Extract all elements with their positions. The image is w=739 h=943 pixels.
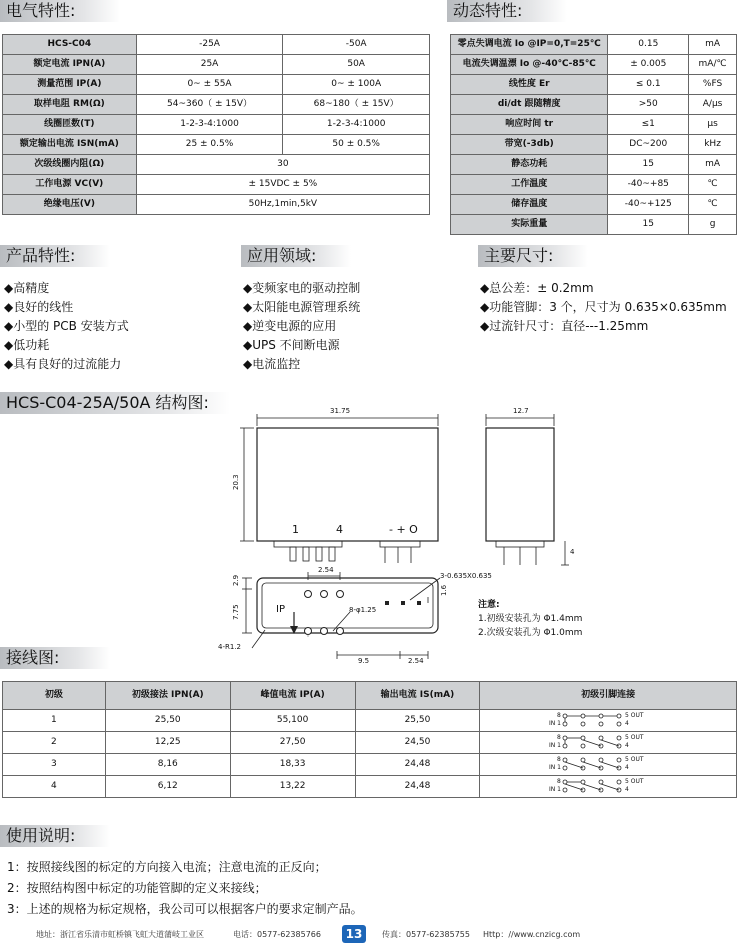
electrical-label: 线圈匝数(T) bbox=[3, 115, 137, 135]
wiring-cell: 2 bbox=[3, 732, 106, 754]
pin-label-in1: IN 1 bbox=[549, 764, 561, 771]
wiring-cell: 24,48 bbox=[355, 754, 480, 776]
dynamic-value: 15 bbox=[608, 215, 689, 235]
footer-website: Http：//www.cnzicg.com bbox=[483, 930, 581, 939]
dim-2-54-bottom: 2.54 bbox=[408, 657, 424, 665]
electrical-value: 68~180（ ± 15V） bbox=[283, 95, 430, 115]
note-item: 2.次级安装孔为 Φ1.0mm bbox=[478, 628, 583, 638]
dynamic-label: di/dt 跟随精度 bbox=[451, 95, 608, 115]
wiring-cell: 12,25 bbox=[105, 732, 230, 754]
dim-height-front: 20.3 bbox=[232, 474, 240, 490]
dynamic-unit: mA bbox=[689, 155, 737, 175]
dynamic-unit: ℃ bbox=[689, 175, 737, 195]
drawing-notes bbox=[478, 598, 582, 640]
dynamic-value: ≤1 bbox=[608, 115, 689, 135]
usage-notes bbox=[7, 857, 363, 920]
electrical-header-model: HCS-C04 bbox=[3, 35, 137, 55]
wiring-header: 初级引脚连接 bbox=[480, 682, 737, 710]
dynamic-label: 实际重量 bbox=[451, 215, 608, 235]
ip-direction-label: IP bbox=[276, 604, 285, 615]
notes-title: 注意: bbox=[478, 600, 500, 610]
footer-address: 地址：浙江省乐清市虹桥镇飞虹大道蒲岐工业区 bbox=[36, 930, 204, 939]
pin-label-5out: 5 OUT bbox=[625, 778, 644, 785]
electrical-header-25a: -25A bbox=[136, 35, 283, 55]
pin-label-4: 4 bbox=[625, 720, 629, 727]
dynamic-label: 带宽(-3db) bbox=[451, 135, 608, 155]
dynamic-section-title: 动态特性: bbox=[447, 0, 567, 22]
dim-pitch-top: 2.54 bbox=[318, 566, 334, 574]
dynamic-unit: %FS bbox=[689, 75, 737, 95]
electrical-label: 工作电源 VC(V) bbox=[3, 175, 137, 195]
wiring-cell: 13,22 bbox=[230, 776, 355, 798]
list-item: ◆总公差：± 0.2mm bbox=[480, 281, 594, 295]
pin-label-4: 4 bbox=[336, 523, 343, 536]
footer-fax: 传真：0577-62385755 bbox=[382, 930, 470, 939]
electrical-value: 50Hz,1min,5kV bbox=[136, 195, 429, 215]
wiring-header: 峰值电流 IP(A) bbox=[230, 682, 355, 710]
dynamic-unit: g bbox=[689, 215, 737, 235]
dim-pin-length: 4 bbox=[570, 548, 575, 556]
dynamic-value: -40~+85 bbox=[608, 175, 689, 195]
footer-phone: 电话：0577-62385766 bbox=[233, 930, 321, 939]
electrical-label: 次级线圈内阻(Ω) bbox=[3, 155, 137, 175]
pin-label-5out: 5 OUT bbox=[625, 734, 644, 741]
electrical-label: 额定电流 IPN(A) bbox=[3, 55, 137, 75]
pin-label-8: 8 bbox=[557, 778, 561, 785]
dim-7-75: 7.75 bbox=[232, 604, 240, 620]
wiring-cell: 1 bbox=[3, 710, 106, 732]
electrical-value: ± 15VDC ± 5% bbox=[136, 175, 429, 195]
dim-1-6: 1.6 bbox=[440, 584, 448, 596]
list-item: ◆良好的线性 bbox=[4, 300, 74, 314]
dim-9-5: 9.5 bbox=[358, 657, 370, 665]
electrical-label: 测量范围 IP(A) bbox=[3, 75, 137, 95]
dynamic-table bbox=[450, 34, 737, 235]
pin-label-5out: 5 OUT bbox=[625, 712, 644, 719]
dynamic-unit: mA bbox=[689, 35, 737, 55]
electrical-table bbox=[2, 34, 430, 215]
dim-width-top: 31.75 bbox=[330, 407, 351, 415]
dynamic-label: 零点失调电流 Io @IP=0,T=25℃ bbox=[451, 35, 608, 55]
application-section-title: 应用领域: bbox=[241, 245, 351, 267]
dynamic-label: 静态功耗 bbox=[451, 155, 608, 175]
pin-label-power: - + O bbox=[389, 523, 418, 536]
dynamic-value: 0.15 bbox=[608, 35, 689, 55]
pin-label-5out: 5 OUT bbox=[625, 756, 644, 763]
list-item: ◆太阳能电源管理系统 bbox=[243, 300, 361, 314]
dynamic-label: 响应时间 tr bbox=[451, 115, 608, 135]
pin-label-1: 1 bbox=[292, 523, 299, 536]
wiring-cell: 4 bbox=[3, 776, 106, 798]
dimensions-list bbox=[480, 279, 727, 336]
wiring-cell: 8,16 bbox=[105, 754, 230, 776]
list-item: ◆变频家电的驱动控制 bbox=[243, 281, 361, 295]
dynamic-value: 15 bbox=[608, 155, 689, 175]
electrical-value: 54~360（ ± 15V） bbox=[136, 95, 283, 115]
wiring-header: 输出电流 IS(mA) bbox=[355, 682, 480, 710]
list-item: 1：按照接线图的标定的方向接入电流；注意电流的正反向； bbox=[7, 860, 327, 874]
pin-label-in1: IN 1 bbox=[549, 720, 561, 727]
electrical-label: 取样电阻 RM(Ω) bbox=[3, 95, 137, 115]
list-item: 2：按照结构图中标定的功能管脚的定义来接线； bbox=[7, 881, 267, 895]
wiring-header: 初级 bbox=[3, 682, 106, 710]
list-item: ◆UPS 不间断电源 bbox=[243, 338, 340, 352]
electrical-value: 30 bbox=[136, 155, 429, 175]
dynamic-value: >50 bbox=[608, 95, 689, 115]
dimensions-section-title: 主要尺寸: bbox=[478, 245, 588, 267]
pin-label-4: 4 bbox=[625, 764, 629, 771]
electrical-label: 额定输出电流 ISN(mA) bbox=[3, 135, 137, 155]
wiring-cell: 25,50 bbox=[105, 710, 230, 732]
dim-width-side: 12.7 bbox=[513, 407, 529, 415]
structure-drawing bbox=[0, 400, 739, 665]
wiring-section-title: 接线图: bbox=[0, 647, 110, 669]
electrical-value: 25A bbox=[136, 55, 283, 75]
dynamic-label: 线性度 Er bbox=[451, 75, 608, 95]
pin-label-4: 4 bbox=[625, 786, 629, 793]
list-item: ◆电流监控 bbox=[243, 357, 301, 371]
wiring-cell: 55,100 bbox=[230, 710, 355, 732]
wiring-cell: 24,48 bbox=[355, 776, 480, 798]
hole-note: 8-φ1.25 bbox=[349, 606, 377, 614]
electrical-value: 0~ ± 100A bbox=[283, 75, 430, 95]
pin-label-in1: IN 1 bbox=[549, 786, 561, 793]
electrical-section-title: 电气特性: bbox=[0, 0, 120, 22]
pin-label-4: 4 bbox=[625, 742, 629, 749]
electrical-header-50a: -50A bbox=[283, 35, 430, 55]
list-item: ◆功能管脚：3 个，尺寸为 0.635×0.635mm bbox=[480, 300, 727, 314]
pin-size-note: 3-0.635X0.635 bbox=[440, 572, 492, 580]
electrical-value: 25 ± 0.5% bbox=[136, 135, 283, 155]
dynamic-value: ≤ 0.1 bbox=[608, 75, 689, 95]
pin-label-8: 8 bbox=[557, 756, 561, 763]
usage-section-title: 使用说明: bbox=[0, 825, 110, 847]
wiring-cell: 6,12 bbox=[105, 776, 230, 798]
electrical-value: 50A bbox=[283, 55, 430, 75]
wiring-cell: 3 bbox=[3, 754, 106, 776]
pin-label-8: 8 bbox=[557, 734, 561, 741]
dynamic-label: 储存温度 bbox=[451, 195, 608, 215]
dynamic-unit: A/μs bbox=[689, 95, 737, 115]
dynamic-label: 电流失调温漂 Io @-40℃-85℃ bbox=[451, 55, 608, 75]
dynamic-unit: μs bbox=[689, 115, 737, 135]
electrical-label: 绝缘电压(V) bbox=[3, 195, 137, 215]
wiring-cell: 25,50 bbox=[355, 710, 480, 732]
applications-list bbox=[243, 279, 360, 374]
dynamic-unit: ℃ bbox=[689, 195, 737, 215]
wiring-cell: 18,33 bbox=[230, 754, 355, 776]
product-section-title: 产品特性: bbox=[0, 245, 110, 267]
pin-label-8: 8 bbox=[557, 712, 561, 719]
wiring-header: 初级接法 IPN(A) bbox=[105, 682, 230, 710]
dynamic-label: 工作温度 bbox=[451, 175, 608, 195]
wiring-cell: 24,50 bbox=[355, 732, 480, 754]
electrical-value: 0~ ± 55A bbox=[136, 75, 283, 95]
electrical-value: 1-2-3-4:1000 bbox=[136, 115, 283, 135]
list-item: ◆过流针尺寸：直径---1.25mm bbox=[480, 319, 649, 333]
dynamic-value: ± 0.005 bbox=[608, 55, 689, 75]
list-item: ◆高精度 bbox=[4, 281, 50, 295]
structure-section-title: HCS-C04-25A/50A 结构图: bbox=[0, 392, 230, 414]
dim-2-9: 2.9 bbox=[232, 574, 240, 586]
footer bbox=[0, 924, 739, 943]
dynamic-value: DC~200 bbox=[608, 135, 689, 155]
list-item: ◆逆变电源的应用 bbox=[243, 319, 337, 333]
dynamic-unit: mA/℃ bbox=[689, 55, 737, 75]
dynamic-unit: kHz bbox=[689, 135, 737, 155]
electrical-value: 1-2-3-4:1000 bbox=[283, 115, 430, 135]
dynamic-value: -40~+125 bbox=[608, 195, 689, 215]
pin-label-in1: IN 1 bbox=[549, 742, 561, 749]
page-number: 13 bbox=[342, 925, 366, 943]
list-item: ◆具有良好的过流能力 bbox=[4, 357, 122, 371]
radius-note: 4-R1.2 bbox=[218, 643, 241, 651]
wiring-cell: 27,50 bbox=[230, 732, 355, 754]
electrical-value: 50 ± 0.5% bbox=[283, 135, 430, 155]
list-item: ◆低功耗 bbox=[4, 338, 50, 352]
product-features-list bbox=[4, 279, 129, 374]
list-item: 3：上述的规格为标定规格，我公司可以根据客户的要求定制产品。 bbox=[7, 902, 363, 916]
note-item: 1.初级安装孔为 Φ1.4mm bbox=[478, 614, 583, 624]
list-item: ◆小型的 PCB 安装方式 bbox=[4, 319, 129, 333]
